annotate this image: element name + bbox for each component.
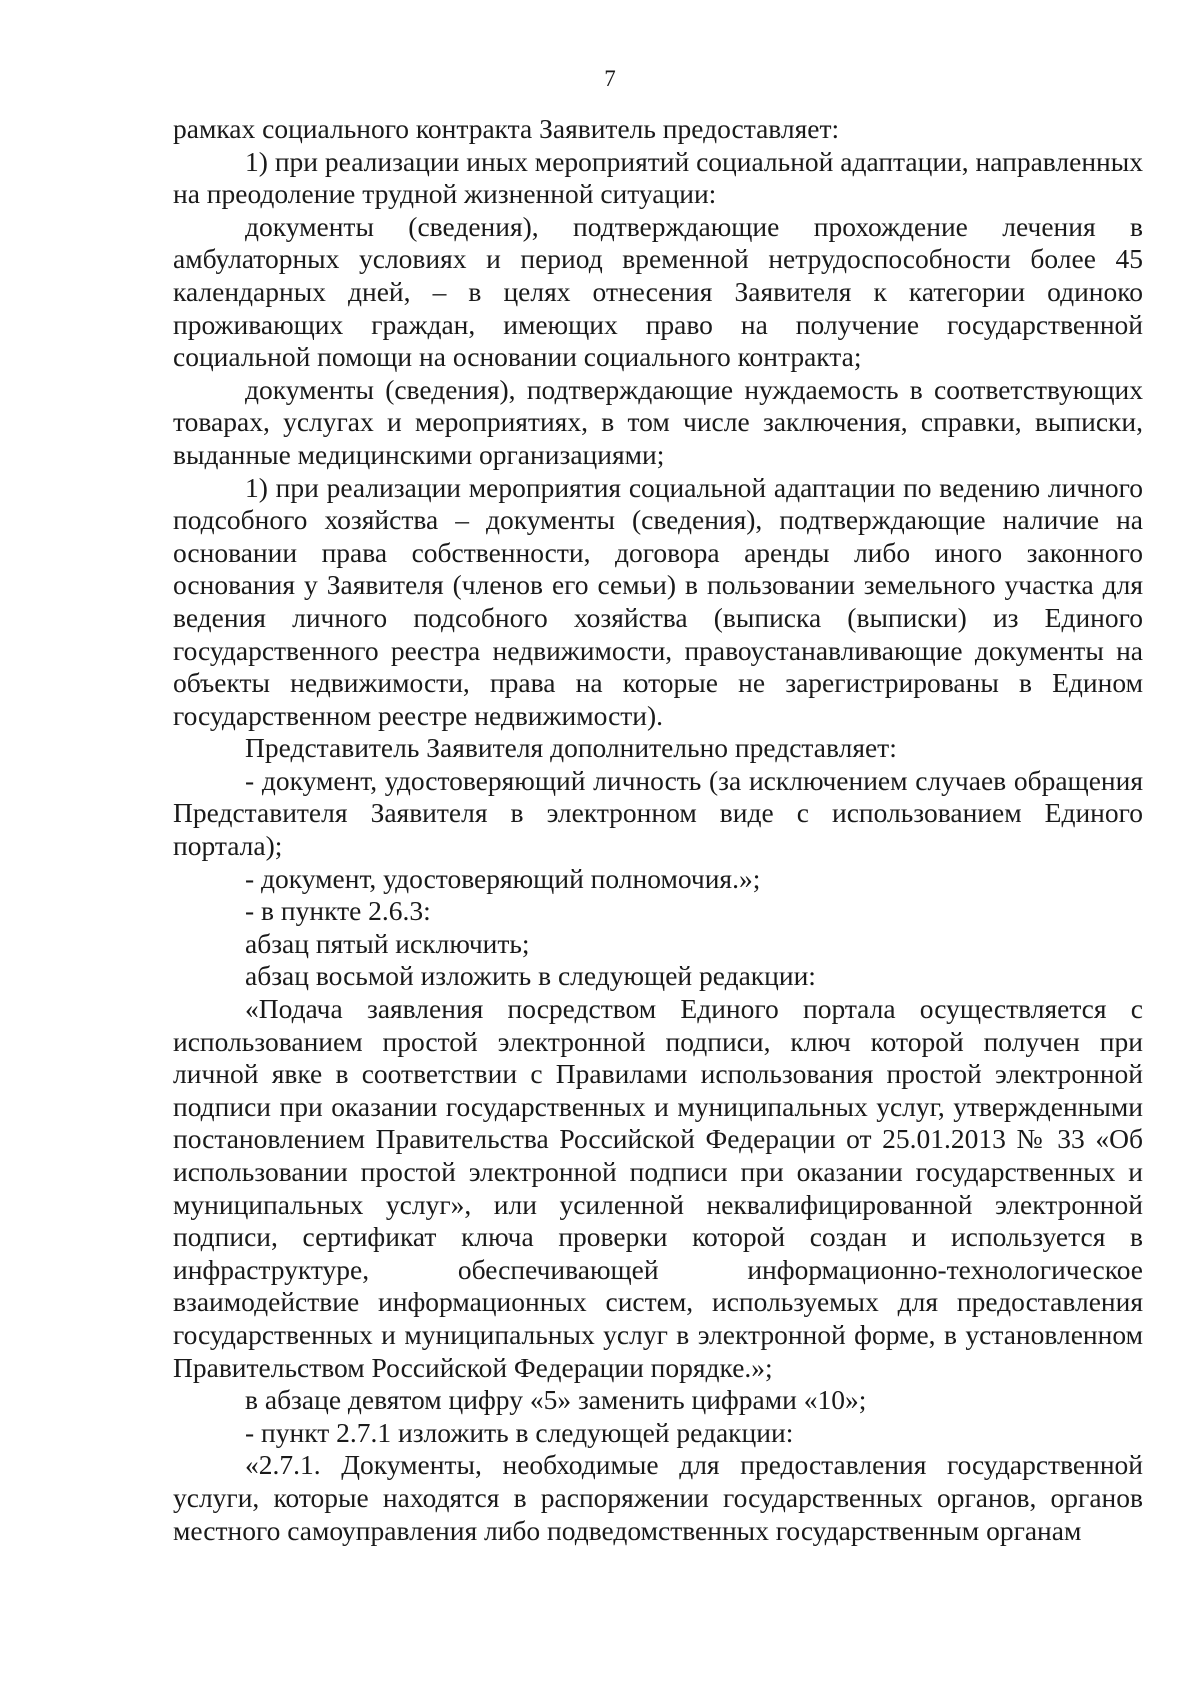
- paragraph-eighth-new-wording: абзац восьмой изложить в следующей редакции:: [245, 960, 816, 992]
- paragraph-identity-document: - документ, удостоверяющий личность (за исключением случаев обращения Представителя Заявителя в электронном виде с использованием Единого портала);: [173, 764, 1143, 862]
- paragraph-ninth-digit-change: в абзаце девятом цифру «5» заменить цифрами «10»;: [245, 1384, 867, 1416]
- paragraph-electronic-signature: «Подача заявления посредством Единого портала осуществляется с использованием простой электронной подписи, ключ которой получен при личной явке в соответствии с Правилами использования простой электронной подписи при оказании государственных и муниципальных услуг, утвержденными постановлением Правительства Российской Федерации от 25.01.2013 № 33 «Об использовании простой электронной подписи при оказании государственных и муниципальных услуг», или усиленной неквалифицированной электронной подписи, сертификат ключа проверки которой создан и используется в инфраструктуре, обеспечивающей информационно-технологическое взаимодействие информационных систем, используемых для предоставления государственных и муниципальных услуг в электронной форме, в установленном Правительством Российской Федерации порядке.»;: [173, 993, 1143, 1383]
- paragraph-representative-intro: Представитель Заявителя дополнительно представляет:: [245, 732, 897, 764]
- paragraph-need-documents: документы (сведения), подтверждающие нуждаемость в соответствующих товарах, услугах и мероприятиях, в том числе заключения, справки, выписки, выданные медицинскими организациями;: [173, 373, 1143, 470]
- paragraph-authority-document: - документ, удостоверяющий полномочия.»;: [245, 862, 761, 894]
- paragraph-item-household-farming: 1) при реализации мероприятия социальной адаптации по ведению личного подсобного хозяйства – документы (сведения), подтверждающие наличие на основании права собственности, договора аренды либо иного законного основания у Заявителя (членов его семьи) в пользовании земельного участка для ведения личного подсобного хозяйства (выписка (выписки) из Единого государственного реестра недвижимости, правоустанавливающие документы на объекты недвижимости, права на которые не зарегистрированы в Едином государственном реестре недвижимости).: [173, 471, 1143, 731]
- paragraph-continuation: рамках социального контракта Заявитель предоставляет:: [173, 113, 840, 144]
- paragraph-treatment-documents: документы (сведения), подтверждающие прохождение лечения в амбулаторных условиях и период временной нетрудоспособности более 45 календарных дней, – в целях отнесения Заявителя к категории одиноко проживающих граждан, имеющих право на получение государственной социальной помощи на основании социального контракта;: [173, 210, 1143, 373]
- paragraph-clause-2-7-1: - пункт 2.7.1 изложить в следующей редакции:: [245, 1416, 794, 1448]
- page-number: 7: [604, 66, 616, 91]
- paragraph-item-other-measures: 1) при реализации иных мероприятий социальной адаптации, направленных на преодоление трудной жизненной ситуации:: [173, 145, 1143, 210]
- paragraph-2-7-1-text: «2.7.1. Документы, необходимые для предоставления государственной услуги, которые находятся в распоряжении государственных органов, органов местного самоуправления либо подведомственных государственным органам: [173, 1449, 1143, 1546]
- paragraph-clause-2-6-3: - в пункте 2.6.3:: [245, 895, 431, 927]
- paragraph-fifth-excluded: абзац пятый исключить;: [245, 927, 530, 959]
- document-body: [173, 113, 1143, 1547]
